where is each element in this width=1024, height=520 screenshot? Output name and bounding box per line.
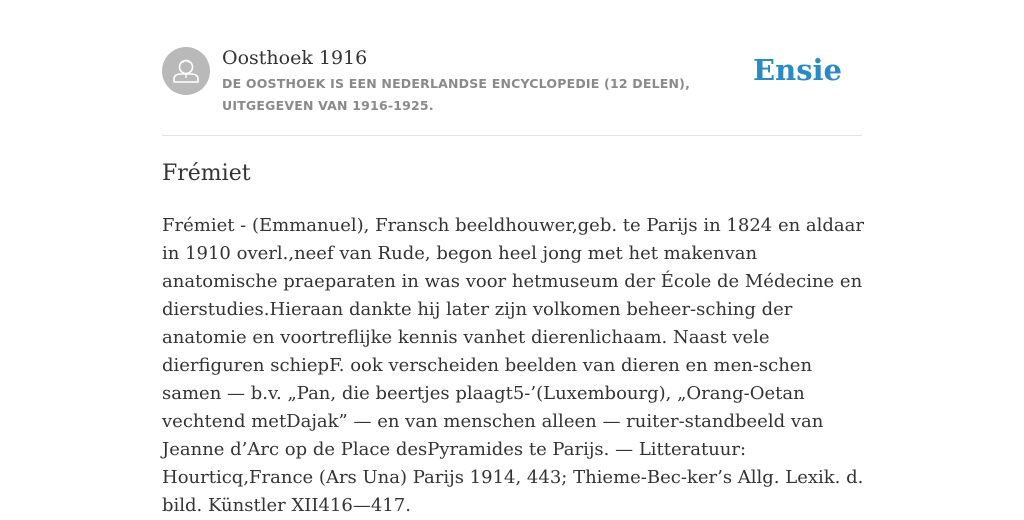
source-avatar[interactable] bbox=[162, 47, 210, 95]
source-info bbox=[222, 45, 762, 117]
user-icon bbox=[162, 47, 210, 95]
entry-body: Frémiet - (Emmanuel), Fransch beeldhouwer,geb. te Parijs in 1824 en aldaar in 1910 overl.,neef van Rude, begon heel jong met het makenvan anatomische praeparaten in was voor hetmuseum der École de Médecine en dierstudies.Hieraan dankte hij later zijn volkomen beheer-sching der anatomie en voortreflijke kennis vanhet dierenlichaam. Naast vele dierfiguren schiepF. ook verscheiden beelden van dieren en men-schen samen — b.v. „Pan, die beertjes plaagt5-’(Luxembourg), „Orang-Oetan vechtend metDajak” — en van menschen alleen — ruiter-standbeeld van Jeanne d’Arc op de Place desPyramides te Parijs. — Litteratuur: Hourticq,France (Ars Una) Parijs 1914, 443; Thieme-Bec-ker’s Allg. Lexik. d. bild. Künstler XII416—417. bbox=[162, 215, 864, 516]
source-title[interactable]: Oosthoek 1916 bbox=[222, 47, 368, 69]
page-container bbox=[162, 0, 864, 516]
source-header bbox=[162, 0, 862, 136]
source-description: DE OOSTHOEK IS EEN NEDERLANDSE ENCYCLOPEDIE (12 DELEN), UITGEGEVEN VAN 1916-1925. bbox=[222, 76, 691, 113]
entry-title: Frémiet bbox=[162, 161, 251, 186]
ensie-logo[interactable]: Ensie bbox=[753, 53, 842, 87]
